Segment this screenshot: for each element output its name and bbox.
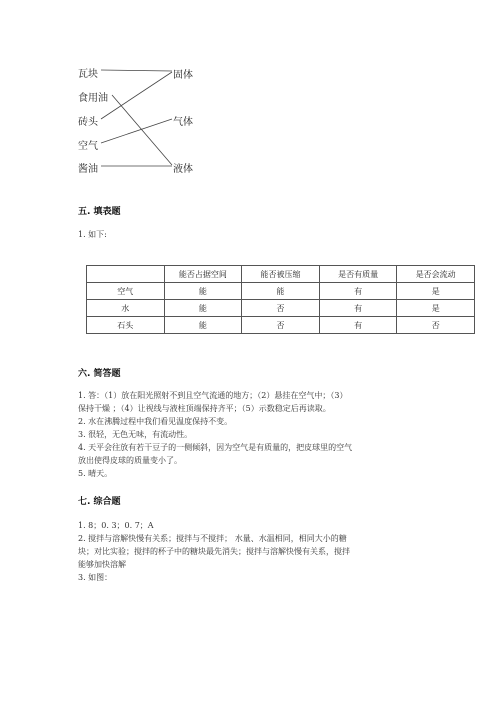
table-header-cell: 是否有质量 <box>319 266 397 283</box>
right-item-yeti: 液体 <box>173 164 193 175</box>
table-header-row <box>87 266 475 283</box>
table-cell: 是 <box>397 283 475 300</box>
match-line-zhuantou-guti <box>101 72 172 119</box>
table-header-cell: 能否被压缩 <box>242 266 320 283</box>
answer-line: 保持干燥 ；（4）让视线与液柱顶端保持齐平；（5）示数稳定后再读取。 <box>78 404 331 413</box>
table-cell: 能 <box>242 283 320 300</box>
fill-table-intro: 1. 如下: <box>78 230 107 239</box>
answer-line: 4. 天平会往放有若干豆子的一侧倾斜，因为空气是有质量的，把皮球里的空气 <box>78 443 353 452</box>
left-item-kongqi: 空气 <box>78 141 98 152</box>
answer-line: 放出使得皮球的质量变小了。 <box>78 456 182 465</box>
right-item-guti: 固体 <box>173 70 193 81</box>
section-title-fill-table: 五. 填表题 <box>78 207 121 217</box>
right-item-qiti: 气体 <box>173 117 193 128</box>
table-header-cell: 是否会流动 <box>397 266 475 283</box>
properties-table <box>86 265 475 334</box>
table-cell: 否 <box>242 317 320 334</box>
match-line-kongqi-qiti <box>101 119 172 143</box>
answer-line: 2. 搅拌与溶解快慢有关系；搅拌与不搅拌； 水量、水温相同，相同大小的糖 <box>78 534 347 543</box>
table-cell: 有 <box>319 283 397 300</box>
left-item-jiangyou: 酱油 <box>78 164 98 175</box>
answer-line: 能够加快溶解 <box>78 560 126 569</box>
answer-line: 2. 水在沸腾过程中我们看见温度保持不变。 <box>78 417 233 426</box>
table-cell: 石头 <box>87 317 165 334</box>
answer-line: 5. 晴天。 <box>78 469 113 478</box>
table-cell: 有 <box>319 300 397 317</box>
table-cell: 能 <box>164 283 242 300</box>
table-cell: 否 <box>397 317 475 334</box>
left-item-zhuantou: 砖头 <box>78 117 98 128</box>
left-item-wakuai: 瓦块 <box>78 69 98 80</box>
table-header-cell: 能否占据空间 <box>164 266 242 283</box>
section-title-short-answer: 六. 简答题 <box>78 369 121 379</box>
table-cell: 否 <box>242 300 320 317</box>
answer-line: 1. 答：（1）放在阳光照射不到且空气流通的地方；（2）悬挂在空气中；（3） <box>78 391 348 400</box>
table-cell: 有 <box>319 317 397 334</box>
table-row <box>87 300 475 317</box>
table-header-cell <box>87 266 165 283</box>
table-cell: 空气 <box>87 283 165 300</box>
table-cell: 是 <box>397 300 475 317</box>
table-cell: 能 <box>164 300 242 317</box>
left-item-shiyongyou: 食用油 <box>78 93 108 104</box>
table-cell: 能 <box>164 317 242 334</box>
table-row <box>87 317 475 334</box>
answer-line: 块；对比实验；搅拌的杯子中的糖块最先消失；搅拌与溶解快慢有关系，搅拌 <box>78 547 350 556</box>
table-row <box>87 283 475 300</box>
answer-line: 1. 8；0. 3；0. 7；A <box>78 521 154 530</box>
table-cell: 水 <box>87 300 165 317</box>
answer-line: 3. 很轻，无色无味，有流动性。 <box>78 430 193 439</box>
match-line-wakuai-guti <box>101 70 172 71</box>
matching-lines <box>0 0 500 200</box>
answer-line: 3. 如图： <box>78 573 113 582</box>
section-title-comprehensive: 七. 综合题 <box>78 497 121 507</box>
